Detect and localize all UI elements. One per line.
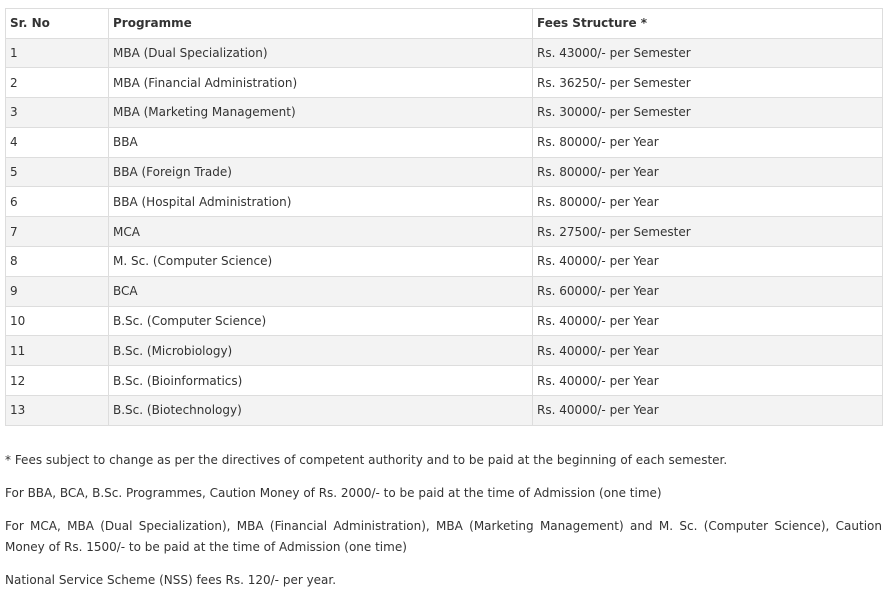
programme-cell: BBA (Foreign Trade) [109,157,533,187]
sr-no-cell: 1 [6,38,109,68]
programme-cell: BBA (Hospital Administration) [109,187,533,217]
fees-cell: Rs. 40000/- per Year [533,247,883,277]
fees-cell: Rs. 40000/- per Year [533,306,883,336]
sr-no-cell: 3 [6,98,109,128]
column-header-programme: Programme [109,9,533,39]
table-row [6,127,883,157]
programme-cell: MBA (Dual Specialization) [109,38,533,68]
programme-cell: B.Sc. (Biotechnology) [109,396,533,426]
sr-no-cell: 12 [6,366,109,396]
table-row [6,98,883,128]
programme-cell: MBA (Marketing Management) [109,98,533,128]
fees-cell: Rs. 80000/- per Year [533,187,883,217]
fees-disclaimer-note: * Fees subject to change as per the directives of competent authority and to be paid at the beginning of each semester. [5,453,728,467]
programme-cell: MCA [109,217,533,247]
fees-cell: Rs. 80000/- per Year [533,157,883,187]
fees-cell: Rs. 43000/- per Semester [533,38,883,68]
table-row [6,276,883,306]
header-row [6,9,883,39]
table-row [6,396,883,426]
table-row [6,38,883,68]
table-row [6,187,883,217]
sr-no-cell: 5 [6,157,109,187]
caution-money-bba-note: For BBA, BCA, B.Sc. Programmes, Caution Money of Rs. 2000/- to be paid at the time of Admission (one time) [5,486,662,500]
caution-money-mca-note: For MCA, MBA (Dual Specialization), MBA (Financial Administration), MBA (Marketing Management) and M. Sc. (Computer Science), Caution Money of Rs. 1500/- to be paid at the time of Admission (one time) [5,519,882,554]
table-row [6,68,883,98]
fees-cell: Rs. 40000/- per Year [533,366,883,396]
fees-cell: Rs. 30000/- per Semester [533,98,883,128]
programme-cell: B.Sc. (Microbiology) [109,336,533,366]
sr-no-cell: 11 [6,336,109,366]
table-row [6,306,883,336]
sr-no-cell: 6 [6,187,109,217]
programme-cell: B.Sc. (Computer Science) [109,306,533,336]
sr-no-cell: 4 [6,127,109,157]
sr-no-cell: 7 [6,217,109,247]
fees-cell: Rs. 60000/- per Year [533,276,883,306]
table-row [6,336,883,366]
fees-cell: Rs. 27500/- per Semester [533,217,883,247]
fee-notes [5,450,882,603]
fees-cell: Rs. 40000/- per Year [533,396,883,426]
fees-cell: Rs. 40000/- per Year [533,336,883,366]
programme-cell: B.Sc. (Bioinformatics) [109,366,533,396]
column-header-sr-no: Sr. No [6,9,109,39]
table-header [6,9,883,39]
table-row [6,157,883,187]
programme-cell: BBA [109,127,533,157]
programme-cell: BCA [109,276,533,306]
fees-table [5,8,883,426]
sr-no-cell: 8 [6,247,109,277]
sr-no-cell: 9 [6,276,109,306]
table-row [6,247,883,277]
sr-no-cell: 10 [6,306,109,336]
table-row [6,217,883,247]
column-header-fees-structure: Fees Structure * [533,9,883,39]
table-body [6,38,883,425]
sr-no-cell: 13 [6,396,109,426]
fees-cell: Rs. 80000/- per Year [533,127,883,157]
programme-cell: MBA (Financial Administration) [109,68,533,98]
sr-no-cell: 2 [6,68,109,98]
table-row [6,366,883,396]
programme-cell: M. Sc. (Computer Science) [109,247,533,277]
fees-cell: Rs. 36250/- per Semester [533,68,883,98]
nss-fees-note: National Service Scheme (NSS) fees Rs. 120/- per year. [5,573,337,587]
